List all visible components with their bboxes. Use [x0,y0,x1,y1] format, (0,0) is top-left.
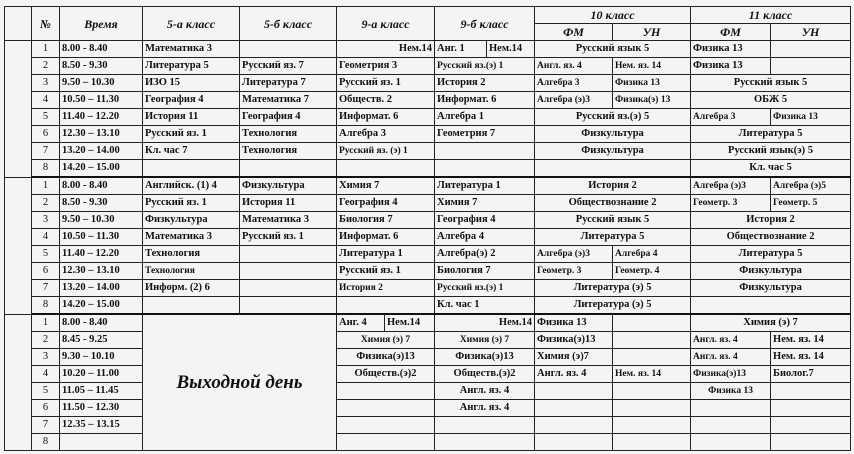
cell-10-fm: Физика(э)13 [535,332,613,349]
cell-9a: Физика(э)13 [337,349,435,366]
lesson-number: 7 [32,143,60,160]
cell-9a: Обществ.(э)2 [337,366,435,383]
cell-11: Физкультура [691,263,851,280]
lesson-number: 3 [32,212,60,229]
corner-cell [5,7,32,41]
lesson-time: 14.20 – 15.00 [60,160,143,178]
cell-9a [337,297,435,315]
table-row [5,280,851,297]
cell-10: Обществознание 2 [535,195,691,212]
cell-11: Литература 5 [691,126,851,143]
cell-11-fm: Англ. яз. 4 [691,349,771,366]
cell-9b: Литература 1 [435,177,535,195]
cell-11: Литература 5 [691,246,851,263]
table-row [5,160,851,178]
lesson-number: 4 [32,92,60,109]
cell-11-un [771,41,851,58]
cell-9b: Химия (э) 7 [435,332,535,349]
table-row [5,212,851,229]
cell-11-fm: Алгебра 3 [691,109,771,126]
cell-5a [143,160,240,178]
cell-11-fm: Физика 13 [691,58,771,75]
lesson-time [60,434,143,451]
cell-9a: Геометрия 3 [337,58,435,75]
cell-11: Физкультура [691,280,851,297]
cell-9b: Обществ.(э)2 [435,366,535,383]
class-10-fm-header: ФМ [535,24,613,41]
table-row [5,349,851,366]
cell-10: Физкультура [535,126,691,143]
cell-9b-alt: Нем.14 [487,41,535,58]
cell-10: Литература 5 [535,229,691,246]
cell-11-un: Геометр. 5 [771,195,851,212]
cell-10-fm [535,400,613,417]
cell-9a: География 4 [337,195,435,212]
cell-9b: Нем.14 [435,314,535,332]
cell-11-fm [691,417,771,434]
class-11-header: 11 класс [691,7,851,24]
cell-11-fm: Физика 13 [691,383,771,400]
cell-9b: Алгебра 1 [435,109,535,126]
cell-10-fm [535,417,613,434]
cell-5b: История 11 [240,195,337,212]
schedule-table [4,6,851,451]
cell-10-fm [535,434,613,451]
lesson-time: 11.05 – 11.45 [60,383,143,400]
cell-5b [240,246,337,263]
cell-9b [435,417,535,434]
cell-10-un [613,332,691,349]
lesson-number: 3 [32,349,60,366]
cell-9b: Биология 7 [435,263,535,280]
day-label-saturday [5,314,32,451]
cell-10-fm: Физика 13 [535,314,613,332]
cell-10-fm [535,383,613,400]
table-row [5,229,851,246]
cell-9a [337,160,435,178]
cell-10-un: Геометр. 4 [613,263,691,280]
cell-9b: Русский яз.(э) 1 [435,280,535,297]
cell-9b [435,160,535,178]
table-row [5,92,851,109]
cell-11-un: Нем. яз. 14 [771,332,851,349]
cell-10: Литература (э) 5 [535,280,691,297]
cell-5a: Математика 3 [143,229,240,246]
lesson-number: 1 [32,41,60,58]
lesson-number: 7 [32,280,60,297]
table-row [5,434,851,451]
class-5a-header: 5-а класс [143,7,240,41]
cell-5a: Русский яз. 1 [143,126,240,143]
cell-9a: Русский яз. 1 [337,263,435,280]
cell-11: Кл. час 5 [691,160,851,178]
cell-9a [337,383,435,400]
lesson-number: 2 [32,195,60,212]
lesson-time: 11.40 – 12.20 [60,246,143,263]
cell-9b: История 2 [435,75,535,92]
class-10-un-header: УН [613,24,691,41]
cell-9a: Информат. 6 [337,229,435,246]
cell-11: Русский язык 5 [691,75,851,92]
cell-5a: Физкультура [143,212,240,229]
lesson-number: 6 [32,263,60,280]
cell-5b: Русский яз. 7 [240,58,337,75]
cell-5a: Технология [143,263,240,280]
class-9a-header: 9-а класс [337,7,435,41]
cell-9b: Химия 7 [435,195,535,212]
cell-5a [143,297,240,315]
lesson-number: 5 [32,383,60,400]
lesson-time: 12.30 – 13.10 [60,263,143,280]
cell-11: Русский язык(э) 5 [691,143,851,160]
cell-11-fm: Алгебра (э)3 [691,177,771,195]
table-row [5,109,851,126]
cell-5a: Технология [143,246,240,263]
cell-10-un: Физика 13 [613,75,691,92]
cell-5b: Технология [240,143,337,160]
lesson-number: 5 [32,246,60,263]
cell-5a: ИЗО 15 [143,75,240,92]
cell-9a: Алгебра 3 [337,126,435,143]
lesson-number: 8 [32,160,60,178]
cell-10-fm: Геометр. 3 [535,263,613,280]
table-row [5,75,851,92]
cell-10: Русский язык 5 [535,41,691,58]
lesson-number: 3 [32,75,60,92]
day-off-5-classes: Выходной день [143,314,337,451]
cell-11: Химия (э) 7 [691,314,851,332]
lesson-time: 11.40 – 12.20 [60,109,143,126]
cell-9b: География 4 [435,212,535,229]
lesson-number: 5 [32,109,60,126]
cell-9a: Химия 7 [337,177,435,195]
table-row [5,41,851,58]
table-row [5,383,851,400]
cell-9a [337,434,435,451]
cell-5b: Физкультура [240,177,337,195]
time-header: Время [60,7,143,41]
cell-11-un [771,58,851,75]
cell-5b [240,160,337,178]
table-row [5,246,851,263]
lesson-time: 9.30 – 10.10 [60,349,143,366]
table-row [5,58,851,75]
table-row [5,366,851,383]
cell-9a: Биология 7 [337,212,435,229]
cell-9a: Нем.14 [337,41,435,58]
lesson-number: 6 [32,400,60,417]
cell-10-fm: Алгебра (э)3 [535,246,613,263]
cell-11-fm [691,434,771,451]
cell-11: Обществознание 2 [691,229,851,246]
lesson-time: 13.20 – 14.00 [60,280,143,297]
cell-10-fm: Алгебра (э)3 [535,92,613,109]
class-10-header: 10 класс [535,7,691,24]
table-row [5,195,851,212]
lesson-number: 6 [32,126,60,143]
cell-5b: Математика 3 [240,212,337,229]
lesson-number: 1 [32,177,60,195]
cell-9a: Русский яз. (э) 1 [337,143,435,160]
cell-11-un [771,400,851,417]
cell-9a: Литература 1 [337,246,435,263]
cell-5b [240,41,337,58]
lesson-number: 7 [32,417,60,434]
cell-9b: Анг. 1 [435,41,487,58]
cell-9a: Анг. 4 [337,314,385,332]
cell-9b [435,143,535,160]
lesson-time: 8.00 - 8.40 [60,177,143,195]
cell-9a: Русский яз. 1 [337,75,435,92]
cell-10-fm: Англ. яз. 4 [535,366,613,383]
cell-9a [337,417,435,434]
cell-9a [337,400,435,417]
cell-10-un [613,349,691,366]
cell-5b: Русский яз. 1 [240,229,337,246]
table-row [5,126,851,143]
cell-10: Литература (э) 5 [535,297,691,315]
cell-9b: Русский яз.(э) 1 [435,58,535,75]
cell-11-un: Нем. яз. 14 [771,349,851,366]
cell-9b [435,434,535,451]
cell-5b [240,297,337,315]
cell-10-un: Физика(э) 13 [613,92,691,109]
cell-11-fm: Физика 13 [691,41,771,58]
cell-9b: Информат. 6 [435,92,535,109]
cell-10-un [613,417,691,434]
cell-10-fm: Химия (э)7 [535,349,613,366]
cell-9a: Информат. 6 [337,109,435,126]
cell-10-fm: Англ. яз. 4 [535,58,613,75]
lesson-time: 8.45 - 9.25 [60,332,143,349]
cell-11-un [771,434,851,451]
lesson-number: 1 [32,314,60,332]
cell-11: ОБЖ 5 [691,92,851,109]
table-row [5,417,851,434]
class-11-un-header: УН [771,24,851,41]
cell-11-fm: Геометр. 3 [691,195,771,212]
cell-11-un: Алгебра (э)5 [771,177,851,195]
cell-9b: Физика(э)13 [435,349,535,366]
table-row [5,263,851,280]
cell-11 [691,297,851,315]
cell-10: История 2 [535,177,691,195]
cell-5b [240,263,337,280]
lesson-time: 14.20 – 15.00 [60,297,143,315]
lesson-time: 8.50 - 9.30 [60,58,143,75]
cell-5a: Математика 3 [143,41,240,58]
cell-9b: Кл. час 1 [435,297,535,315]
lesson-time: 13.20 – 14.00 [60,143,143,160]
lesson-time: 12.30 – 13.10 [60,126,143,143]
day-label-thursday [5,41,32,178]
cell-9b: Геометрия 7 [435,126,535,143]
cell-9b: Алгебра 4 [435,229,535,246]
table-row [5,177,851,195]
cell-9a: Химия (э) 7 [337,332,435,349]
table-row [5,297,851,315]
cell-5a: География 4 [143,92,240,109]
class-9b-header: 9-б класс [435,7,535,41]
cell-10-fm: Алгебра 3 [535,75,613,92]
lesson-time: 8.00 - 8.40 [60,314,143,332]
cell-5b [240,280,337,297]
lesson-number: 4 [32,229,60,246]
cell-5b: Технология [240,126,337,143]
cell-11-un: Биолог.7 [771,366,851,383]
cell-10-un: Нем. яз. 14 [613,58,691,75]
lesson-number: 2 [32,332,60,349]
day-label-friday [5,177,32,314]
cell-11: История 2 [691,212,851,229]
cell-5a: Английск. (1) 4 [143,177,240,195]
lesson-time: 8.50 - 9.30 [60,195,143,212]
cell-5b: География 4 [240,109,337,126]
class-5b-header: 5-б класс [240,7,337,41]
lesson-time: 9.50 – 10.30 [60,75,143,92]
lesson-time: 10.50 – 11.30 [60,92,143,109]
cell-9b: Алгебра(э) 2 [435,246,535,263]
cell-10-un: Нем. яз. 14 [613,366,691,383]
cell-5b: Литература 7 [240,75,337,92]
table-row [5,143,851,160]
lesson-time: 8.00 - 8.40 [60,41,143,58]
class-11-fm-header: ФМ [691,24,771,41]
cell-10-un [613,383,691,400]
lesson-time: 12.35 – 13.15 [60,417,143,434]
cell-10-un [613,434,691,451]
cell-5a: История 11 [143,109,240,126]
cell-10-un [613,314,691,332]
cell-9b: Англ. яз. 4 [435,383,535,400]
cell-9b: Англ. яз. 4 [435,400,535,417]
lesson-time: 9.50 – 10.30 [60,212,143,229]
cell-11-fm [691,400,771,417]
cell-10: Физкультура [535,143,691,160]
lesson-number: 2 [32,58,60,75]
num-header: № [32,7,60,41]
cell-5b: Математика 7 [240,92,337,109]
cell-11-un: Физика 13 [771,109,851,126]
cell-9a: История 2 [337,280,435,297]
cell-5a: Информ. (2) 6 [143,280,240,297]
cell-5a: Литература 5 [143,58,240,75]
cell-10: Русский язык 5 [535,212,691,229]
cell-10: Русский яз.(э) 5 [535,109,691,126]
cell-11-un [771,417,851,434]
cell-5a: Кл. час 7 [143,143,240,160]
cell-10-un: Алгебра 4 [613,246,691,263]
cell-11-fm: Англ. яз. 4 [691,332,771,349]
lesson-time: 10.50 – 11.30 [60,229,143,246]
table-row [5,314,851,332]
lesson-number: 4 [32,366,60,383]
cell-11-un [771,383,851,400]
cell-9a-alt: Нем.14 [385,314,435,332]
table-row [5,332,851,349]
cell-9a: Обществ. 2 [337,92,435,109]
lesson-number: 8 [32,297,60,315]
cell-5a: Русский яз. 1 [143,195,240,212]
cell-11-fm: Физика(э)13 [691,366,771,383]
lesson-time: 11.50 – 12.30 [60,400,143,417]
cell-10-un [613,400,691,417]
table-row [5,400,851,417]
lesson-time: 10.20 – 11.00 [60,366,143,383]
cell-10 [535,160,691,178]
lesson-number: 8 [32,434,60,451]
